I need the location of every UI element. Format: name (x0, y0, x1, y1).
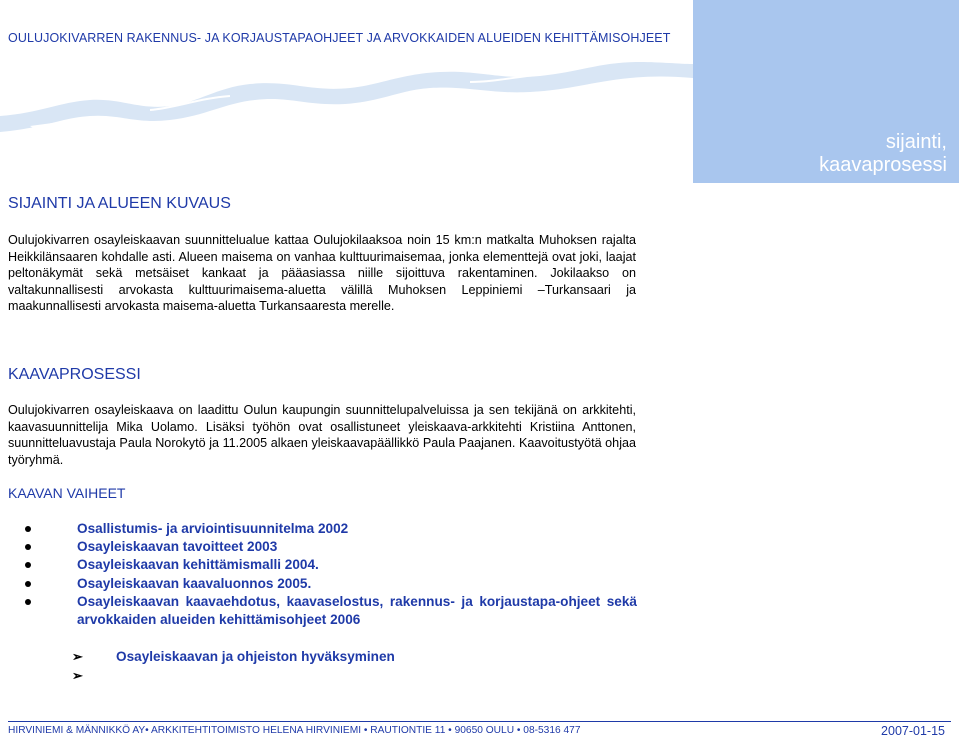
phase-list (0, 520, 640, 629)
document-title: OULUJOKIVARREN RAKENNUS- JA KORJAUSTAPAOHJEET JA ARVOKKAIDEN ALUEIDEN KEHITTÄMISOHJEET (8, 31, 671, 45)
bullet-icon (25, 544, 31, 550)
heading-vaiheet: KAAVAN VAIHEET (8, 485, 126, 501)
list-item (0, 666, 395, 685)
heading-sijainti: SIJAINTI JA ALUEEN KUVAUS (8, 195, 231, 212)
river-illustration (0, 58, 693, 138)
heading-kaavaprosessi: KAAVAPROSESSI (8, 366, 141, 383)
paragraph-sijainti: Oulujokivarren osayleiskaavan suunnittelualue kattaa Oulujokilaaksoa noin 15 km:n matkalta Muhoksen rajalta Heikkilänsaaren kohdalle asti. Alueen maisema on vanhaa kulttuurimaisemaa, jonka elementtejä ovat joki, laajat peltonäkymät sekä metsäiset kankaat ja pääasiassa niille sijoittuva rakentaminen. Jokilaakso on valtakunnallisesti arvokasta kulttuurimaisema-aluetta välillä Muhoksen Leppiniemi –Turkansaari ja maakunnallisesti arvokasta maisema-aluetta Turkansaaresta merelle. (8, 233, 636, 313)
footer-date: 2007-01-15 (881, 724, 945, 738)
arrow-bullet-icon: ➢ (72, 649, 83, 664)
approval-list (0, 647, 395, 685)
bullet-icon (25, 562, 31, 568)
list-item: Osallistumis- ja arviointisuunnitelma 2002 (0, 520, 640, 538)
bullet-icon (25, 581, 31, 587)
keyword-sijainti: sijainti, (885, 131, 947, 153)
bullet-icon (25, 526, 31, 532)
side-panel (693, 0, 959, 183)
bullet-icon (25, 599, 31, 605)
arrow-bullet-icon: ➢ (72, 668, 83, 683)
footer-contact: HIRVINIEMI & MÄNNIKKÖ AY• ARKKITEHTITOIMISTO HELENA HIRVINIEMI • RAUTIONTIE 11 • 90650 OULU • 08-5316 477 (8, 725, 581, 736)
section-keywords (819, 131, 947, 177)
list-item: Osayleiskaavan tavoitteet 2003 (0, 538, 640, 556)
footer-divider (8, 721, 951, 722)
keyword-kaavaprosessi: kaavaprosessi (819, 154, 947, 176)
paragraph-kaavaprosessi: Oulujokivarren osayleiskaava on laadittu Oulun kaupungin suunnittelupalveluissa ja sen tekijänä on arkkitehti, kaavasuunnittelija Mika Uolamo. Lisäksi työhön ovat osallistuneet yleiskaava-arkkitehti Kristiina Anttonen, suunnitteluavustaja Paula Norokytö ja 11.2005 alkaen yleiskaavapäällikkö Paula Paajanen. Kaavoitustyötä ohjaa työryhmä. (8, 403, 636, 467)
list-item: Osayleiskaavan kehittämismalli 2004. (0, 556, 640, 574)
list-item: Osayleiskaavan kaavaluonnos 2005. (0, 575, 640, 593)
list-item: ➢ Osayleiskaavan ja ohjeiston hyväksyminen (72, 649, 395, 664)
list-item: Osayleiskaavan kaavaehdotus, kaavaselostus, rakennus- ja korjaustapa-ohjeet sekä arvokkaiden alueiden kehittämisohjeet 2006 (0, 593, 637, 629)
